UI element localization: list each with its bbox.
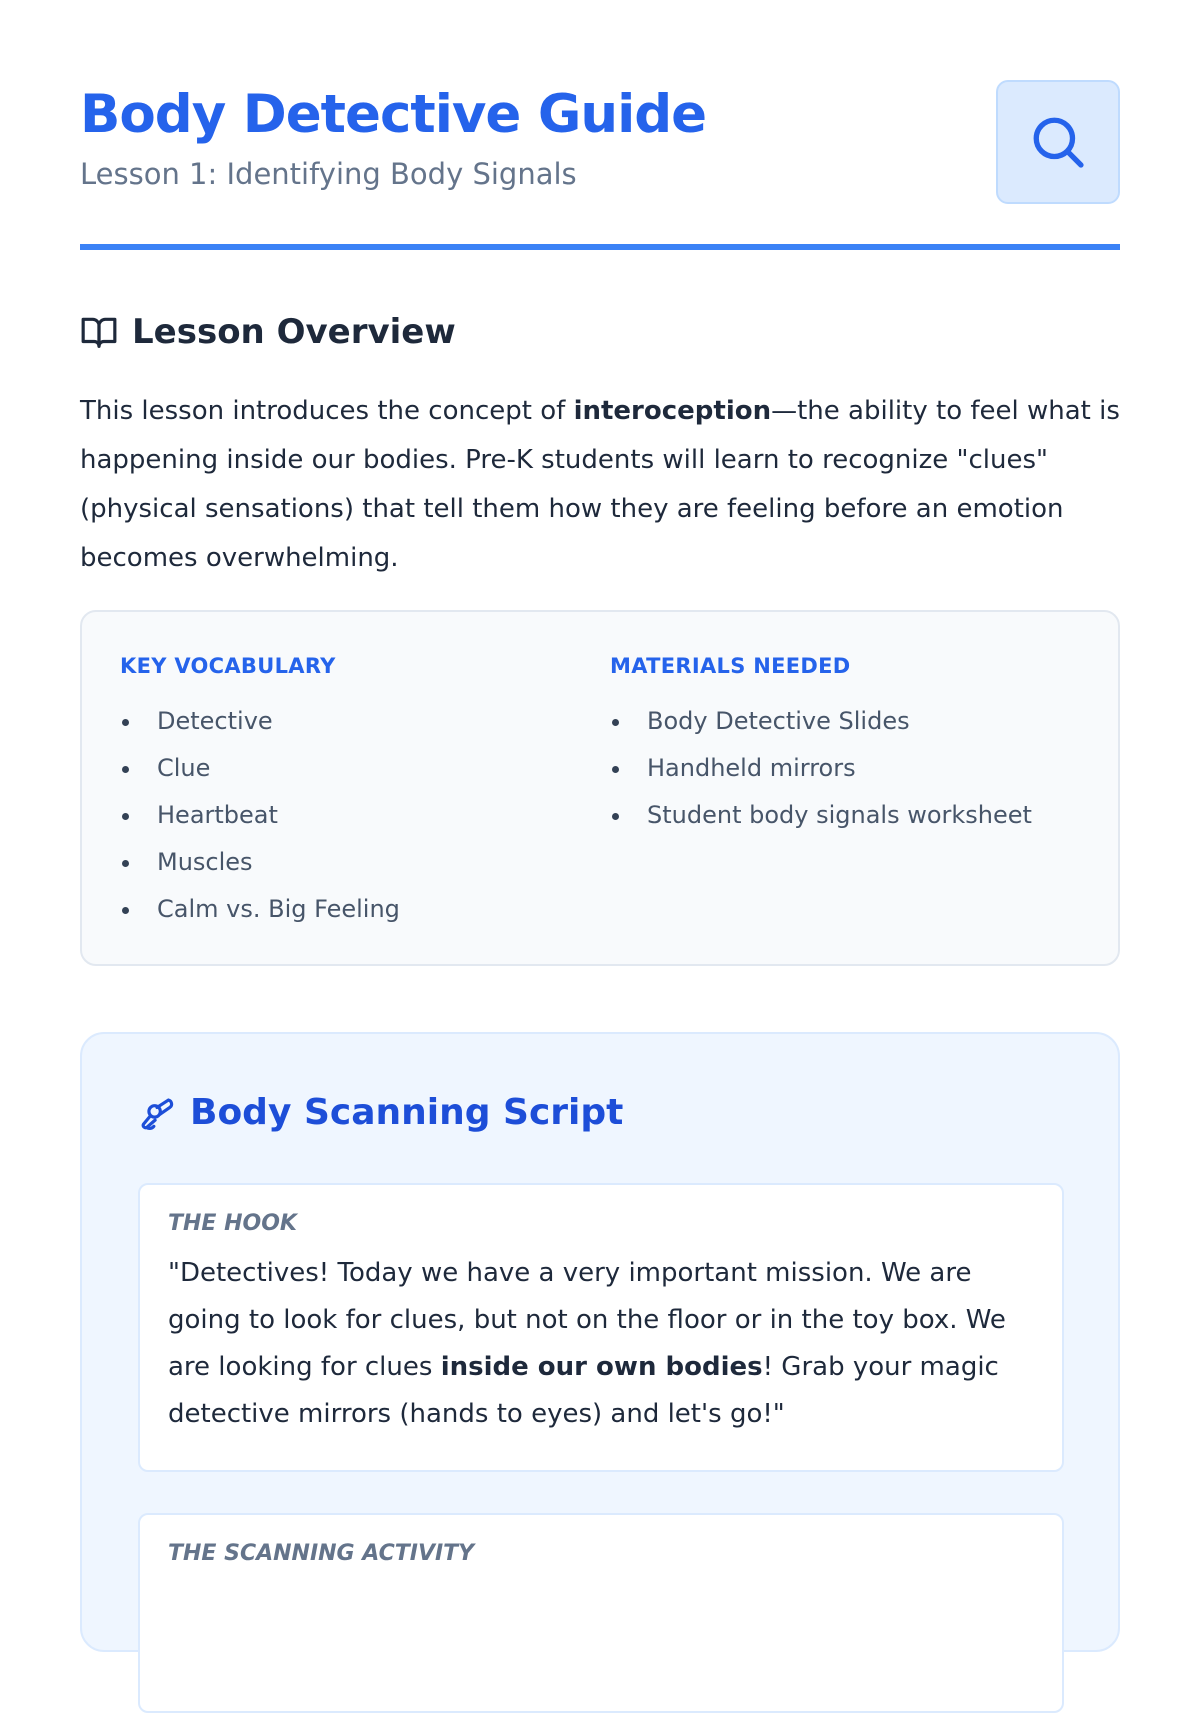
- vocabulary-item: Calm vs. Big Feeling: [120, 886, 400, 933]
- overview-text-start: This lesson introduces the concept of: [80, 396, 574, 426]
- overview-text-end: —the ability to feel what is happening inside our bodies. Pre-K students will learn to recognize "clues" (physical sensations) that tell them how they are feeling before an emotion becomes overwhelming.: [80, 396, 1120, 573]
- page-title: Body Detective Guide: [80, 84, 707, 145]
- materials-item: Body Detective Slides: [610, 698, 1032, 745]
- materials-heading: MATERIALS NEEDED: [610, 654, 851, 678]
- hook-emphasis: inside our own bodies: [440, 1352, 763, 1382]
- overview-keyword: interoception: [573, 396, 772, 426]
- overview-paragraph: [80, 387, 1120, 583]
- page-subtitle: Lesson 1: Identifying Body Signals: [80, 157, 577, 191]
- script-panel: [80, 1032, 1120, 1652]
- vocabulary-item: Heartbeat: [120, 792, 400, 839]
- vocabulary-item: Clue: [120, 745, 400, 792]
- scanning-activity-label: THE SCANNING ACTIVITY: [168, 1541, 475, 1566]
- hook-text: [168, 1250, 1034, 1438]
- vocabulary-list: [120, 698, 400, 933]
- hook-text-end: ! Grab your magic detective mirrors (hands to eyes) and let's go!": [168, 1352, 999, 1429]
- scanning-activity-card: [138, 1513, 1064, 1713]
- overview-heading: [80, 312, 456, 352]
- materials-item: Student body signals worksheet: [610, 792, 1032, 839]
- hook-text-start: "Detectives! Today we have a very important mission. We are going to look for clues, but not on the floor or in the toy box. We are looking for clues: [168, 1258, 1006, 1382]
- page-header: [80, 80, 1120, 255]
- hook-label: THE HOOK: [168, 1211, 297, 1236]
- search-icon: [1029, 113, 1087, 171]
- overview-heading-text: Lesson Overview: [132, 312, 456, 352]
- lesson-info-card: [80, 610, 1120, 966]
- book-open-icon: [80, 313, 118, 351]
- vocabulary-column: [120, 654, 400, 933]
- vocabulary-item: Muscles: [120, 839, 400, 886]
- header-divider: [80, 244, 1120, 250]
- script-heading-text: Body Scanning Script: [190, 1092, 624, 1133]
- hook-card: [138, 1183, 1064, 1472]
- search-button[interactable]: [996, 80, 1120, 204]
- materials-item: Handheld mirrors: [610, 745, 1032, 792]
- materials-column: [610, 654, 1032, 839]
- microphone-icon: [138, 1094, 176, 1132]
- vocabulary-item: Detective: [120, 698, 400, 745]
- materials-list: [610, 698, 1032, 839]
- vocabulary-heading: KEY VOCABULARY: [120, 654, 336, 678]
- script-heading: [138, 1092, 623, 1133]
